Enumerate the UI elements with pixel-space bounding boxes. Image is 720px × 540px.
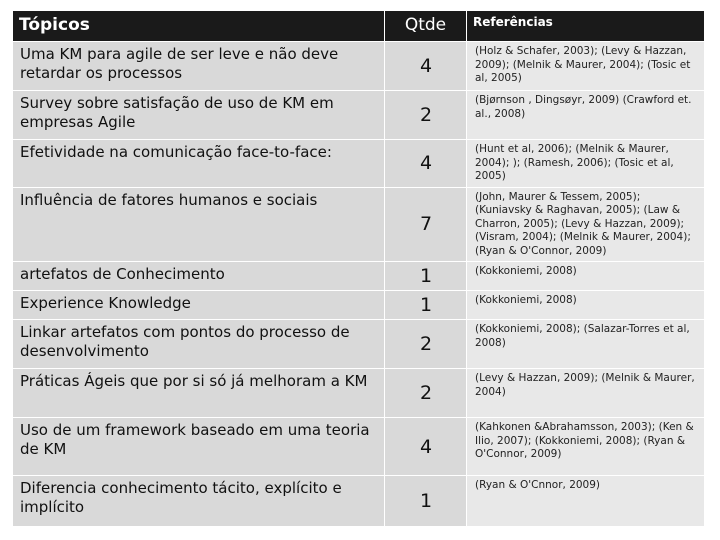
references-table [12,10,705,527]
topic-cell: Influência de fatores humanos e sociais [13,187,385,262]
refs-cell: (Holz & Schafer, 2003); (Levy & Hazzan, 2009); (Melnik & Maurer, 2004); (Tosic et al, 2005) [467,42,705,91]
qtde-cell: 1 [385,262,467,291]
table-row [13,140,705,188]
topic-cell: Linkar artefatos com pontos do processo de desenvolvimento [13,320,385,369]
topic-cell: Experience Knowledge [13,291,385,320]
header-qtde: Qtde [385,11,467,42]
header-references: Referências [467,11,705,42]
qtde-cell: 2 [385,91,467,140]
qtde-cell: 7 [385,187,467,262]
topics-table [12,10,704,527]
refs-cell: (Kokkoniemi, 2008); (Salazar-Torres et al, 2008) [467,320,705,369]
topic-cell: artefatos de Conhecimento [13,262,385,291]
table-row [13,369,705,418]
refs-cell: (Bjørnson , Dingsøyr, 2009) (Crawford et. al., 2008) [467,91,705,140]
table-row [13,320,705,369]
qtde-cell: 4 [385,418,467,476]
refs-cell: (Kahkonen &Abrahamsson, 2003); (Ken & Ilio, 2007); (Kokkoniemi, 2008); (Ryan & O'Connor, 2009) [467,418,705,476]
topic-cell: Práticas Ágeis que por si só já melhoram a KM [13,369,385,418]
table-row [13,418,705,476]
qtde-cell: 4 [385,42,467,91]
qtde-cell: 1 [385,476,467,527]
table-row [13,262,705,291]
topic-cell: Efetividade na comunicação face-to-face: [13,140,385,188]
topic-cell: Uma KM para agile de ser leve e não deve retardar os processos [13,42,385,91]
header-topics: Tópicos [13,11,385,42]
qtde-cell: 2 [385,369,467,418]
qtde-cell: 1 [385,291,467,320]
refs-cell: (Kokkoniemi, 2008) [467,291,705,320]
qtde-cell: 4 [385,140,467,188]
topic-cell: Uso de um framework baseado em uma teoria de KM [13,418,385,476]
topic-cell: Diferencia conhecimento tácito, explícito e implícito [13,476,385,527]
topic-cell: Survey sobre satisfação de uso de KM em empresas Agile [13,91,385,140]
refs-cell: (Levy & Hazzan, 2009); (Melnik & Maurer, 2004) [467,369,705,418]
table-row [13,476,705,527]
table-row [13,42,705,91]
header-row [13,11,705,42]
table-row [13,187,705,262]
qtde-cell: 2 [385,320,467,369]
refs-cell: (John, Maurer & Tessem, 2005); (Kuniavsky & Raghavan, 2005); (Law & Charron, 2005); (Levy & Hazzan, 2009); (Visram, 2004); (Melnik & Maurer, 2004); (Ryan & O'Connor, 2009) [467,187,705,262]
refs-cell: (Ryan & O'Cnnor, 2009) [467,476,705,527]
table-row [13,91,705,140]
table-row [13,291,705,320]
refs-cell: (Kokkoniemi, 2008) [467,262,705,291]
refs-cell: (Hunt et al, 2006); (Melnik & Maurer, 2004); ); (Ramesh, 2006); (Tosic et al, 2005) [467,140,705,188]
